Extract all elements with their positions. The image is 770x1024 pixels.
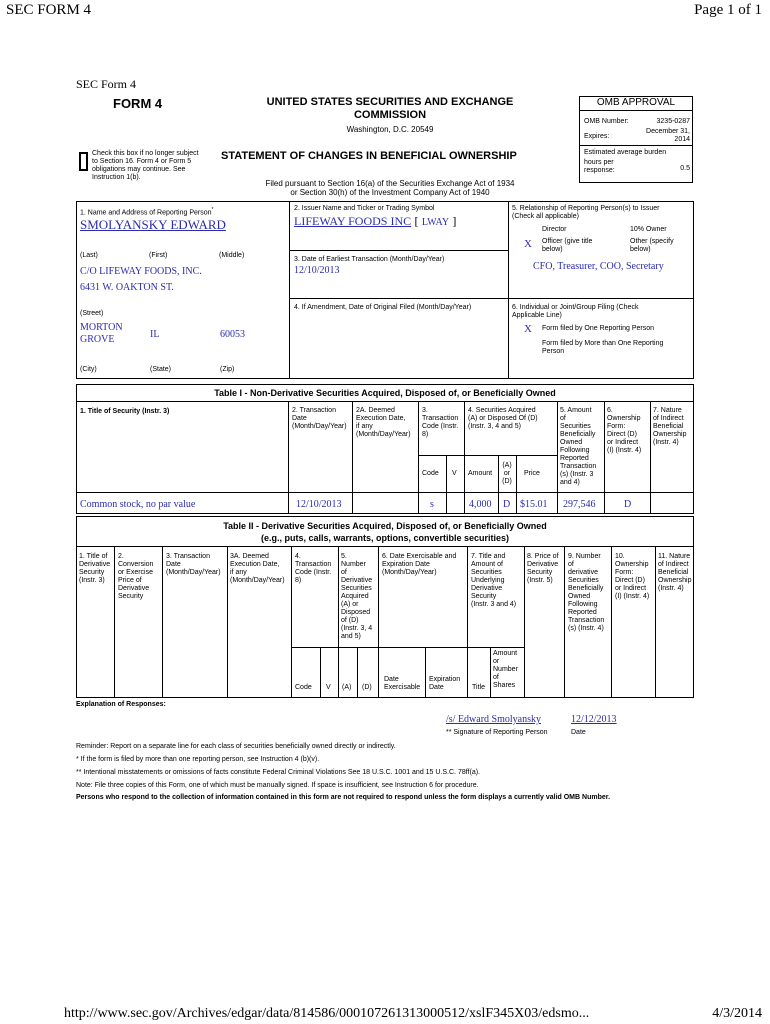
city-value: MORTON GROVE: [80, 322, 123, 345]
print-footer-url: http://www.sec.gov/Archives/edgar/data/814586/000107261313000512/xslF345X03/edsmo...: [64, 1006, 590, 1021]
zip-label: (Zip): [220, 366, 235, 373]
last-name-label: (Last): [80, 252, 98, 259]
issuer-label: 2. Issuer Name and Ticker or Trading Symbol: [294, 205, 435, 212]
t2-col-underlying: 7. Title and Amount of Securities Underlying Derivative Security (Instr. 3 and 4): [471, 553, 517, 608]
t1-col-securities: 4. Securities Acquired (A) or Disposed Of (D) (Instr. 3, 4 and 5): [468, 407, 538, 430]
print-header-left: SEC FORM 4: [6, 2, 92, 18]
ten-percent-owner-option: 10% Owner: [630, 226, 667, 233]
t2-col-derivative-number: 9. Number of derivative Securities Beneficially Owned Following Reported Transaction (s) (Instr. 4): [568, 553, 605, 632]
agency-name: UNITED STATES SECURITIES AND EXCHANGE COMMISSION: [266, 96, 514, 121]
signature-date: 12/12/2013: [571, 714, 617, 725]
t2-col-nature: 11. Nature of Indirect Beneficial Ownership (Instr. 4): [658, 553, 692, 592]
relationship-label: 5. Relationship of Reporting Person(s) to Issuer (Check all applicable): [512, 205, 660, 220]
t2-sub-v: V: [326, 684, 331, 691]
officer-option: Officer (give title below): [542, 238, 593, 253]
omb-heading: OMB APPROVAL: [596, 97, 676, 108]
explanation-label: Explanation of Responses:: [76, 701, 166, 708]
t2-col-date: 3. Transaction Date (Month/Day/Year): [166, 553, 221, 576]
t2-col-ownership: 10. Ownership Form: Direct (D) or Indirect (I) (Instr. 4): [615, 553, 650, 600]
t2-col-deemed: 3A. Deemed Execution Date, if any (Month/Day/Year): [230, 553, 285, 584]
form-title: FORM 4: [113, 96, 163, 111]
form-small-title: SEC Form 4: [76, 77, 137, 91]
reporting-person-label: 1. Name and Address of Reporting Person*: [80, 207, 214, 217]
table-1: [76, 384, 694, 514]
t1-col-date: 2. Transaction Date (Month/Day/Year): [292, 407, 347, 430]
city-label: (City): [80, 366, 97, 373]
omb-expires-value: December 31, 2014: [646, 128, 690, 143]
street-label: (Street): [80, 310, 104, 317]
t2-sub-title: Title: [472, 684, 485, 691]
note-3: Note: File three copies of this Form, one of which must be manually signed. If space is insufficient, see Instruction 6 for procedure.: [76, 782, 479, 789]
t1-col-code: 3. Transaction Code (Instr. 8): [422, 407, 459, 438]
filed-pursuant: Filed pursuant to Section 16(a) of the Securities Exchange Act of 1934 or Section 30(h) of the Investment Company Act of 1940: [265, 179, 515, 197]
print-header-right: Page 1 of 1: [694, 2, 762, 18]
t2-sub-code: Code: [295, 684, 312, 691]
print-footer-date: 4/3/2014: [712, 1006, 762, 1021]
earliest-transaction-date: 12/10/2013: [294, 265, 340, 276]
officer-title: CFO, Treasurer, COO, Secretary: [533, 261, 664, 272]
earliest-transaction-label: 3. Date of Earliest Transaction (Month/Day/Year): [294, 256, 445, 263]
first-name-label: (First): [149, 252, 168, 259]
zip-value: 60053: [220, 329, 245, 340]
reminder: Reminder: Report on a separate line for each class of securities beneficially owned directly or indirectly.: [76, 743, 396, 750]
t2-col-price: 8. Price of Derivative Security (Instr. 5): [527, 553, 559, 584]
amendment-label: 4. If Amendment, Date of Original Filed (Month/Day/Year): [294, 304, 472, 311]
t1-col-nature: 7. Nature of Indirect Beneficial Ownership (Instr. 4): [653, 407, 687, 446]
t2-sub-date-exercisable: Date Exercisable: [384, 676, 421, 691]
table-1-title: Table I - Non-Derivative Securities Acquired, Disposed of, or Beneficially Owned: [214, 388, 556, 398]
date-label: Date: [571, 729, 586, 736]
no-longer-subject-checkbox[interactable]: [79, 152, 88, 171]
omb-burden-label: Estimated average burden: [584, 149, 667, 156]
t1-col-amount: 5. Amount of Securities Beneficially Owned Following Reported Transaction (s) (Instr. 3 and 4): [560, 407, 597, 486]
note-2: ** Intentional misstatements or omissions of facts constitute Federal Criminal Violations See 18 U.S.C. 1001 and 15 U.S.C. 78ff(a).: [76, 769, 480, 776]
t1-row-date: 12/10/2013: [296, 499, 342, 510]
t1-row-form: D: [624, 499, 632, 510]
address-line-2: 6431 W. OAKTON ST.: [80, 282, 174, 293]
t2-col-exercisable: 6. Date Exercisable and Expiration Date (Month/Day/Year): [382, 553, 457, 576]
address-line-1: C/O LIFEWAY FOODS, INC.: [80, 266, 202, 277]
t1-sub-aod: (A) or (D): [502, 462, 512, 485]
note-4: Persons who respond to the collection of information contained in this form are not required to respond unless the form displays a currently valid OMB Number.: [76, 794, 611, 801]
t2-col-title: 1. Title of Derivative Security (Instr. 3): [79, 553, 111, 584]
t2-sub-expiration: Expiration Date: [429, 676, 461, 691]
t2-col-number: 5. Number of Derivative Securities Acquired (A) or Disposed of (D) (Instr. 3, 4 and 5): [341, 553, 373, 640]
officer-mark: X: [524, 238, 532, 250]
omb-hours-label: hours per response:: [584, 159, 615, 174]
director-option: Director: [542, 226, 567, 233]
other-option: Other (specify below): [630, 238, 674, 253]
middle-name-label: (Middle): [219, 252, 245, 259]
state-label: (State): [150, 366, 172, 373]
omb-expires-label: Expires:: [584, 133, 610, 140]
t2-col-conversion: 2. Conversion or Exercise Price of Derivative Security: [118, 553, 154, 600]
agency-city: Washington, D.C. 20549: [346, 125, 434, 134]
t1-col-ownership: 6. Ownership Form: Direct (D) or Indirect (I) (Instr. 4): [607, 407, 642, 454]
reporting-person-name-link[interactable]: SMOLYANSKY EDWARD: [80, 217, 226, 232]
one-person-option: Form filed by One Reporting Person: [542, 325, 655, 332]
more-persons-option: Form filed by More than One Reporting Person: [542, 340, 664, 355]
signature-label: ** Signature of Reporting Person: [446, 729, 548, 736]
t2-sub-amount: Amount or Number of Shares: [493, 650, 518, 689]
t2-sub-d: (D): [362, 684, 372, 691]
t1-row-code: s: [430, 499, 434, 510]
filing-mark: X: [524, 323, 532, 335]
issuer-name-link[interactable]: LIFEWAY FOODS INC: [294, 214, 412, 228]
note-1: * If the form is filed by more than one reporting person, see Instruction 4 (b)(v).: [76, 756, 320, 763]
t1-row-owned: 297,546: [563, 499, 596, 510]
t1-sub-v: V: [452, 470, 457, 477]
signature: /s/ Edward Smolyansky: [446, 714, 541, 725]
issuer-ticker-link[interactable]: LWAY: [421, 217, 450, 228]
t1-sub-price: Price: [524, 470, 540, 477]
t1-row-amount: 4,000: [469, 499, 492, 510]
statement-title: STATEMENT OF CHANGES IN BENEFICIAL OWNERSHIP: [221, 150, 517, 162]
omb-number-label: OMB Number:: [584, 118, 629, 125]
t1-sub-code: Code: [422, 470, 439, 477]
t1-row-price: $15.01: [520, 499, 548, 510]
t2-sub-a: (A): [342, 684, 352, 691]
omb-number-value: 3235-0287: [656, 118, 690, 125]
state-value: IL: [150, 329, 160, 340]
issuer-name: LIFEWAY FOODS INC [ LWAY ]: [294, 214, 457, 228]
omb-hours-value: 0.5: [680, 165, 690, 172]
t1-col-deemed: 2A. Deemed Execution Date, if any (Month/Day/Year): [356, 407, 411, 438]
filing-label: 6. Individual or Joint/Group Filing (Check Applicable Line): [512, 304, 639, 319]
table-2-title: Table II - Derivative Securities Acquired, Disposed of, or Beneficially Owned (e.g., puts, calls, warrants, options, convertible securities): [223, 521, 547, 543]
t1-row-aod: D: [503, 499, 511, 510]
t2-col-code: 4. Transaction Code (Instr. 8): [295, 553, 332, 584]
t1-sub-amount: Amount: [468, 470, 493, 477]
t1-row-title: Common stock, no par value: [80, 499, 196, 510]
t1-col-title: 1. Title of Security (Instr. 3): [80, 408, 170, 415]
checkbox-note: Check this box if no longer subject to Section 16. Form 4 or Form 5 obligations may continue. See Instruction 1(b).: [92, 150, 199, 181]
